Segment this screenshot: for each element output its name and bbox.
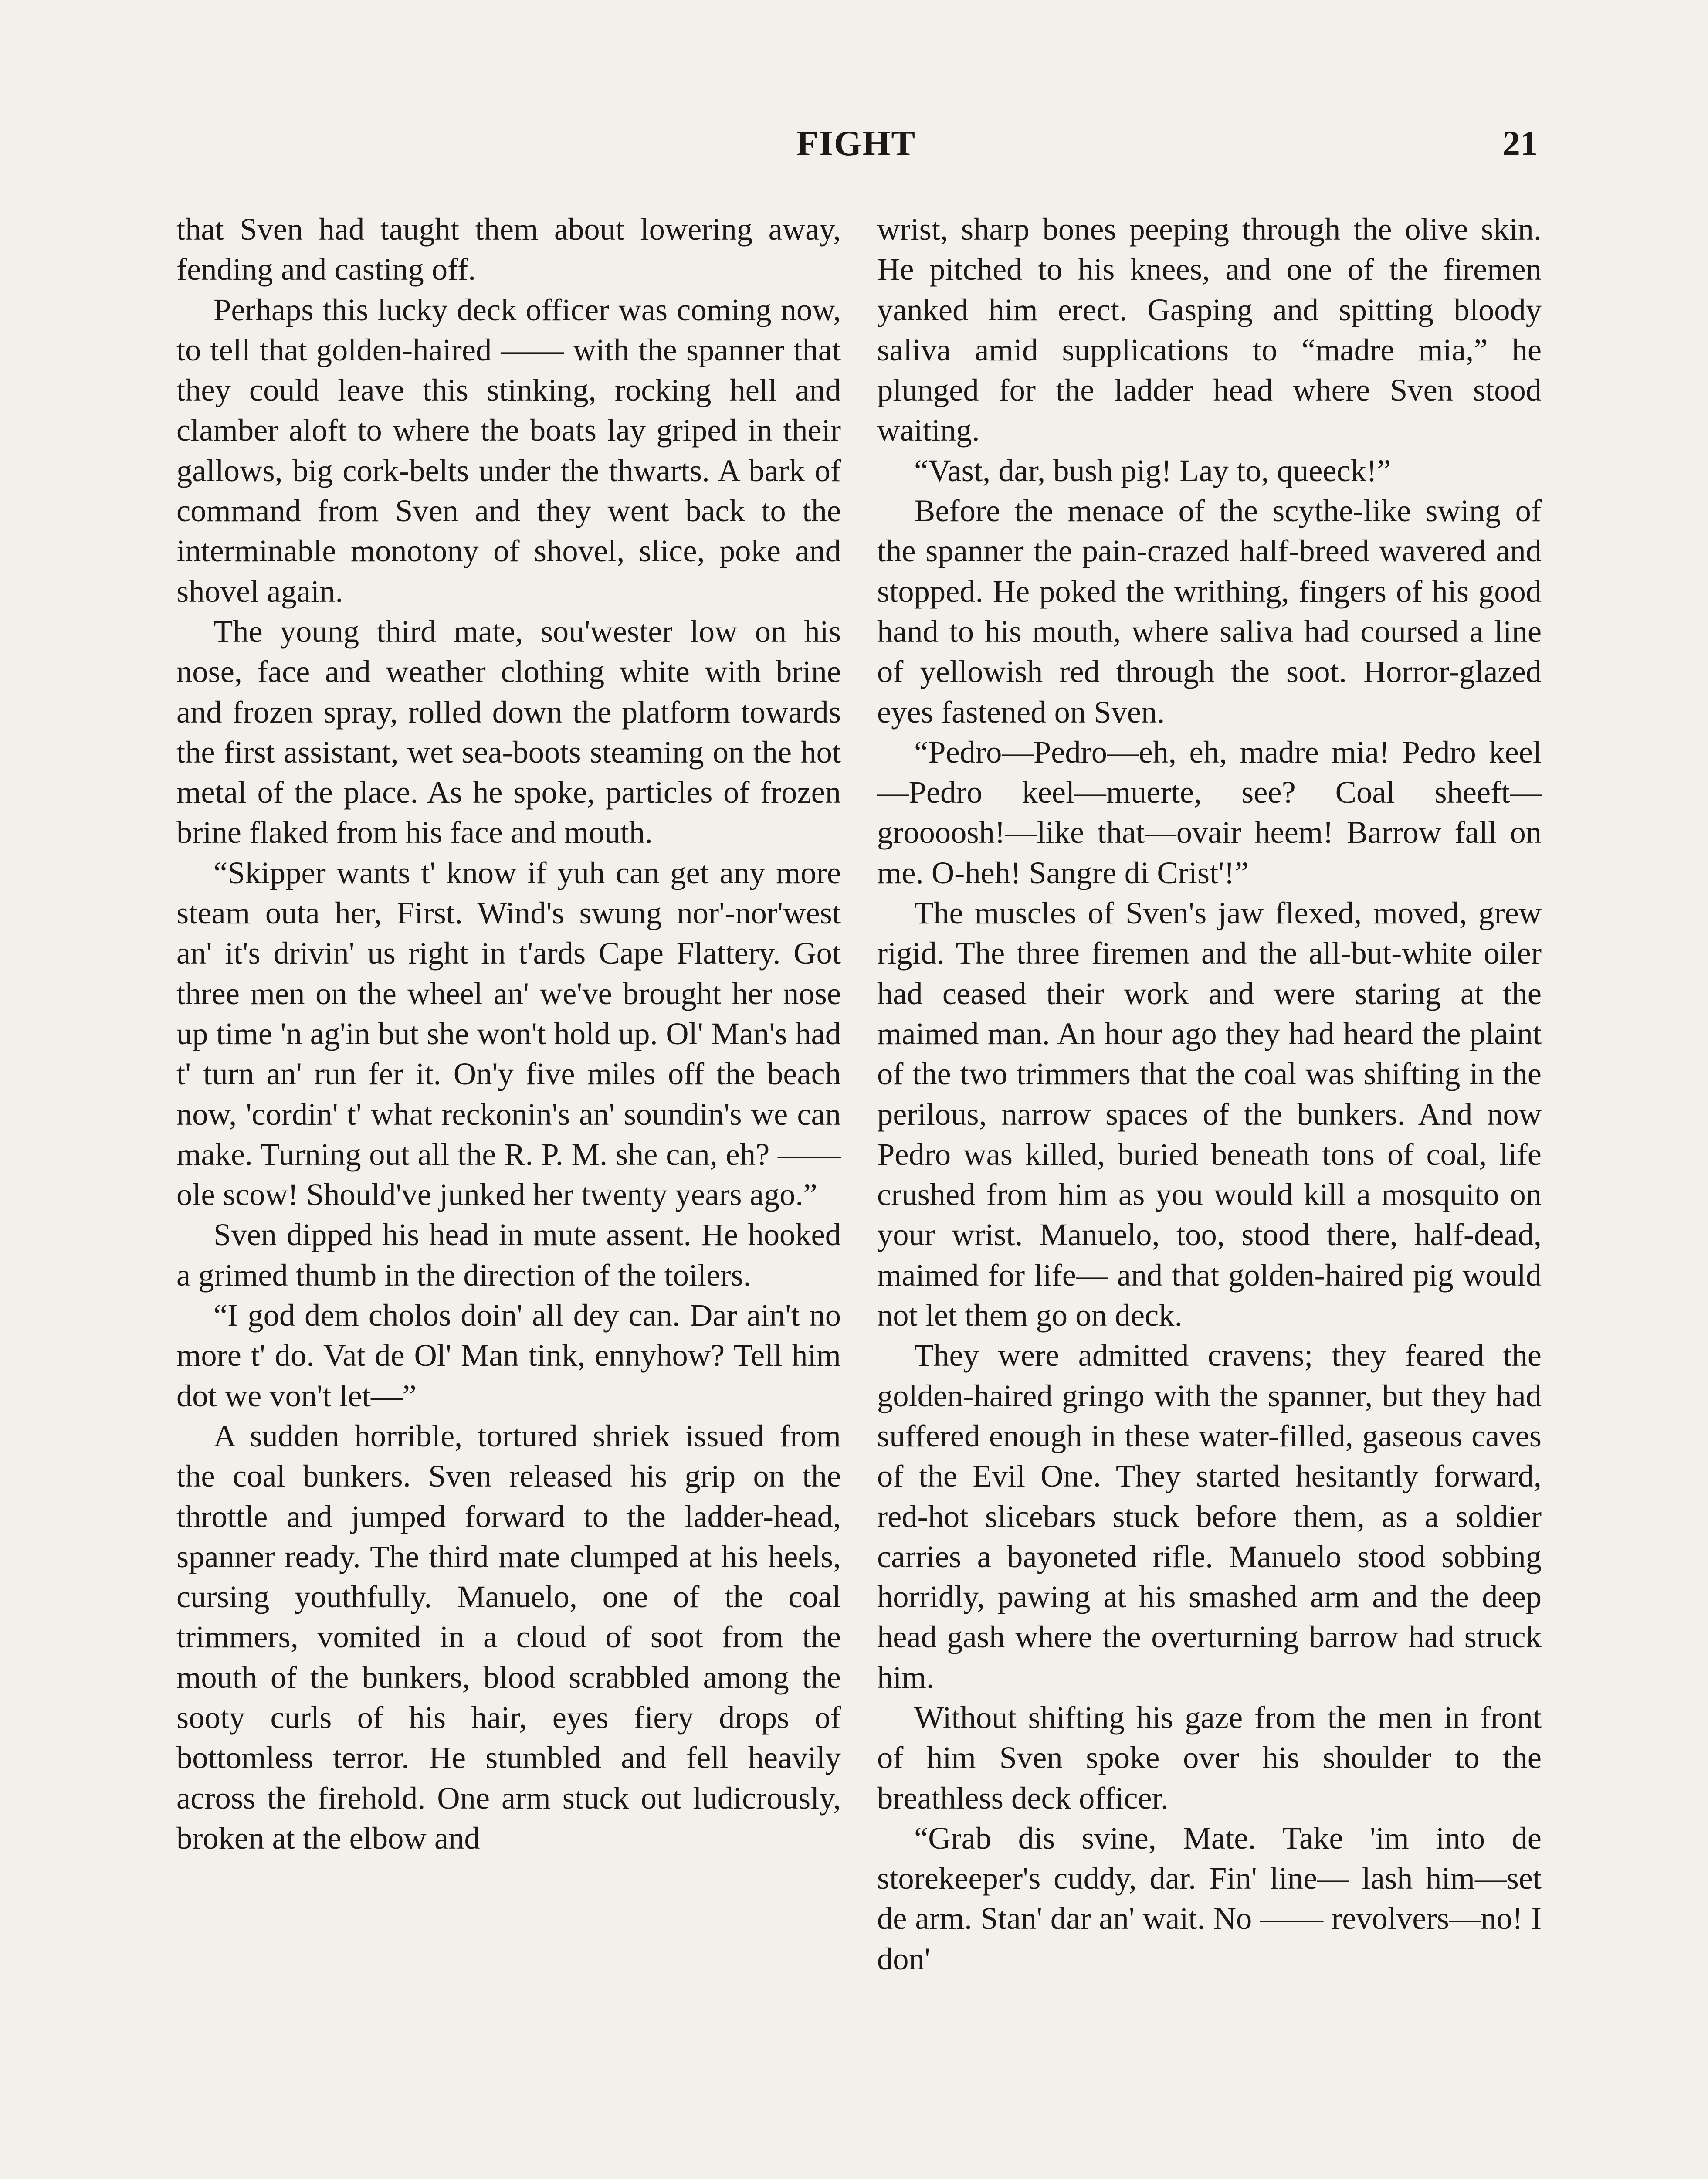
paragraph: “I god dem cholos doin' all dey can. Dar ain't no more t' do. Vat de Ol' Man tink, ennyhow? Tell him dot we von't let—” — [176, 1297, 841, 1413]
page-number: 21 — [1502, 123, 1538, 163]
paragraph: The muscles of Sven's jaw flexed, moved, grew rigid. The three firemen and the all-but-white oiler had ceased their work and were staring at the maimed man. An hour ago they had heard the plaint of the two trimmers that the coal was shifting in the perilous, narrow spaces of the bunkers. And now Pedro was killed, buried beneath tons of coal, life crushed from him as you would kill a mosquito on your wrist. Manuelo, too, stood there, half-dead, maimed for life— and that golden-haired pig would not let them go on deck. — [877, 895, 1542, 1333]
page-header — [174, 123, 1538, 171]
left-column — [176, 209, 841, 2179]
paragraph: “Grab dis svine, Mate. Take 'im into de storekeeper's cuddy, dar. Fin' line— lash him—set de arm. Stan' dar an' wait. No —— revolvers—no! I don' — [877, 1820, 1542, 1976]
paragraph: A sudden horrible, tortured shriek issued from the coal bunkers. Sven released his grip on the throttle and jumped forward to the ladder-head, spanner ready. The third mate clumped at his heels, cursing youthfully. Manuelo, one of the coal trimmers, vomited in a cloud of soot from the mouth of the bunkers, blood scrabbled among the sooty curls of his hair, eyes fiery drops of bottomless terror. He stumbled and fell heavily across the firehold. One arm stuck out ludicrously, broken at the elbow and — [176, 1418, 841, 1856]
paragraph: “Pedro—Pedro—eh, eh, madre mia! Pedro keel—Pedro keel—muerte, see? Coal sheeft—groooosh!—like that—ovair heem! Barrow fall on me. O-heh! Sangre di Crist'!” — [877, 734, 1542, 890]
paragraph: wrist, sharp bones peeping through the olive skin. He pitched to his knees, and one of the firemen yanked him erect. Gasping and spitting bloody saliva amid supplications to “madre mia,” he plunged for the ladder head where Sven stood waiting. — [877, 211, 1542, 448]
paragraph: Sven dipped his head in mute assent. He hooked a grimed thumb in the direction of the toilers. — [176, 1217, 841, 1293]
paragraph: The young third mate, sou'wester low on his nose, face and weather clothing white with brine and frozen spray, rolled down the platform towards the first assistant, wet sea-boots steaming on the hot metal of the place. As he spoke, particles of frozen brine flaked from his face and mouth. — [176, 613, 841, 850]
paragraph: They were admitted cravens; they feared the golden-haired gringo with the spanner, but they had suffered enough in these water-filled, gaseous caves of the Evil One. They started hesitantly forward, red-hot slicebars stuck before them, as a soldier carries a bayoneted rifle. Manuelo stood sobbing horridly, pawing at his smashed arm and the deep head gash where the overturning barrow had struck him. — [877, 1337, 1542, 1695]
paragraph: Without shifting his gaze from the men in front of him Sven spoke over his shoulder to the breathless deck officer. — [877, 1699, 1542, 1816]
paragraph: “Skipper wants t' know if yuh can get any more steam outa her, First. Wind's swung nor'-nor'west an' it's drivin' us right in t'ards Cape Flattery. Got three men on the wheel an' we've brought her nose up time 'n ag'in but she won't hold up. Ol' Man's had t' turn an' run fer it. On'y five miles off the beach now, 'cordin' t' what reckonin's an' soundin's we can make. Turning out all the R. P. M. she can, eh? —— ole scow! Should've junked her twenty years ago.” — [176, 855, 841, 1212]
paragraph: that Sven had taught them about lowering away, fending and casting off. — [176, 211, 841, 287]
paragraph: Before the menace of the scythe-like swing of the spanner the pain-crazed half-breed wavered and stopped. He poked the writhing, fingers of his good hand to his mouth, where saliva had coursed a line of yellowish red through the soot. Horror-glazed eyes fastened on Sven. — [877, 493, 1542, 730]
right-column — [877, 209, 1542, 2179]
paragraph: “Vast, dar, bush pig! Lay to, queeck!” — [914, 452, 1391, 488]
page-title: FIGHT — [796, 123, 916, 163]
paragraph: Perhaps this lucky deck officer was coming now, to tell that golden-haired —— with the spanner that they could leave this stinking, rocking hell and clamber aloft to where the boats lay griped in their gallows, big cork-belts under the thwarts. A bark of command from Sven and they went back to the interminable monotony of shovel, slice, poke and shovel again. — [176, 292, 841, 609]
